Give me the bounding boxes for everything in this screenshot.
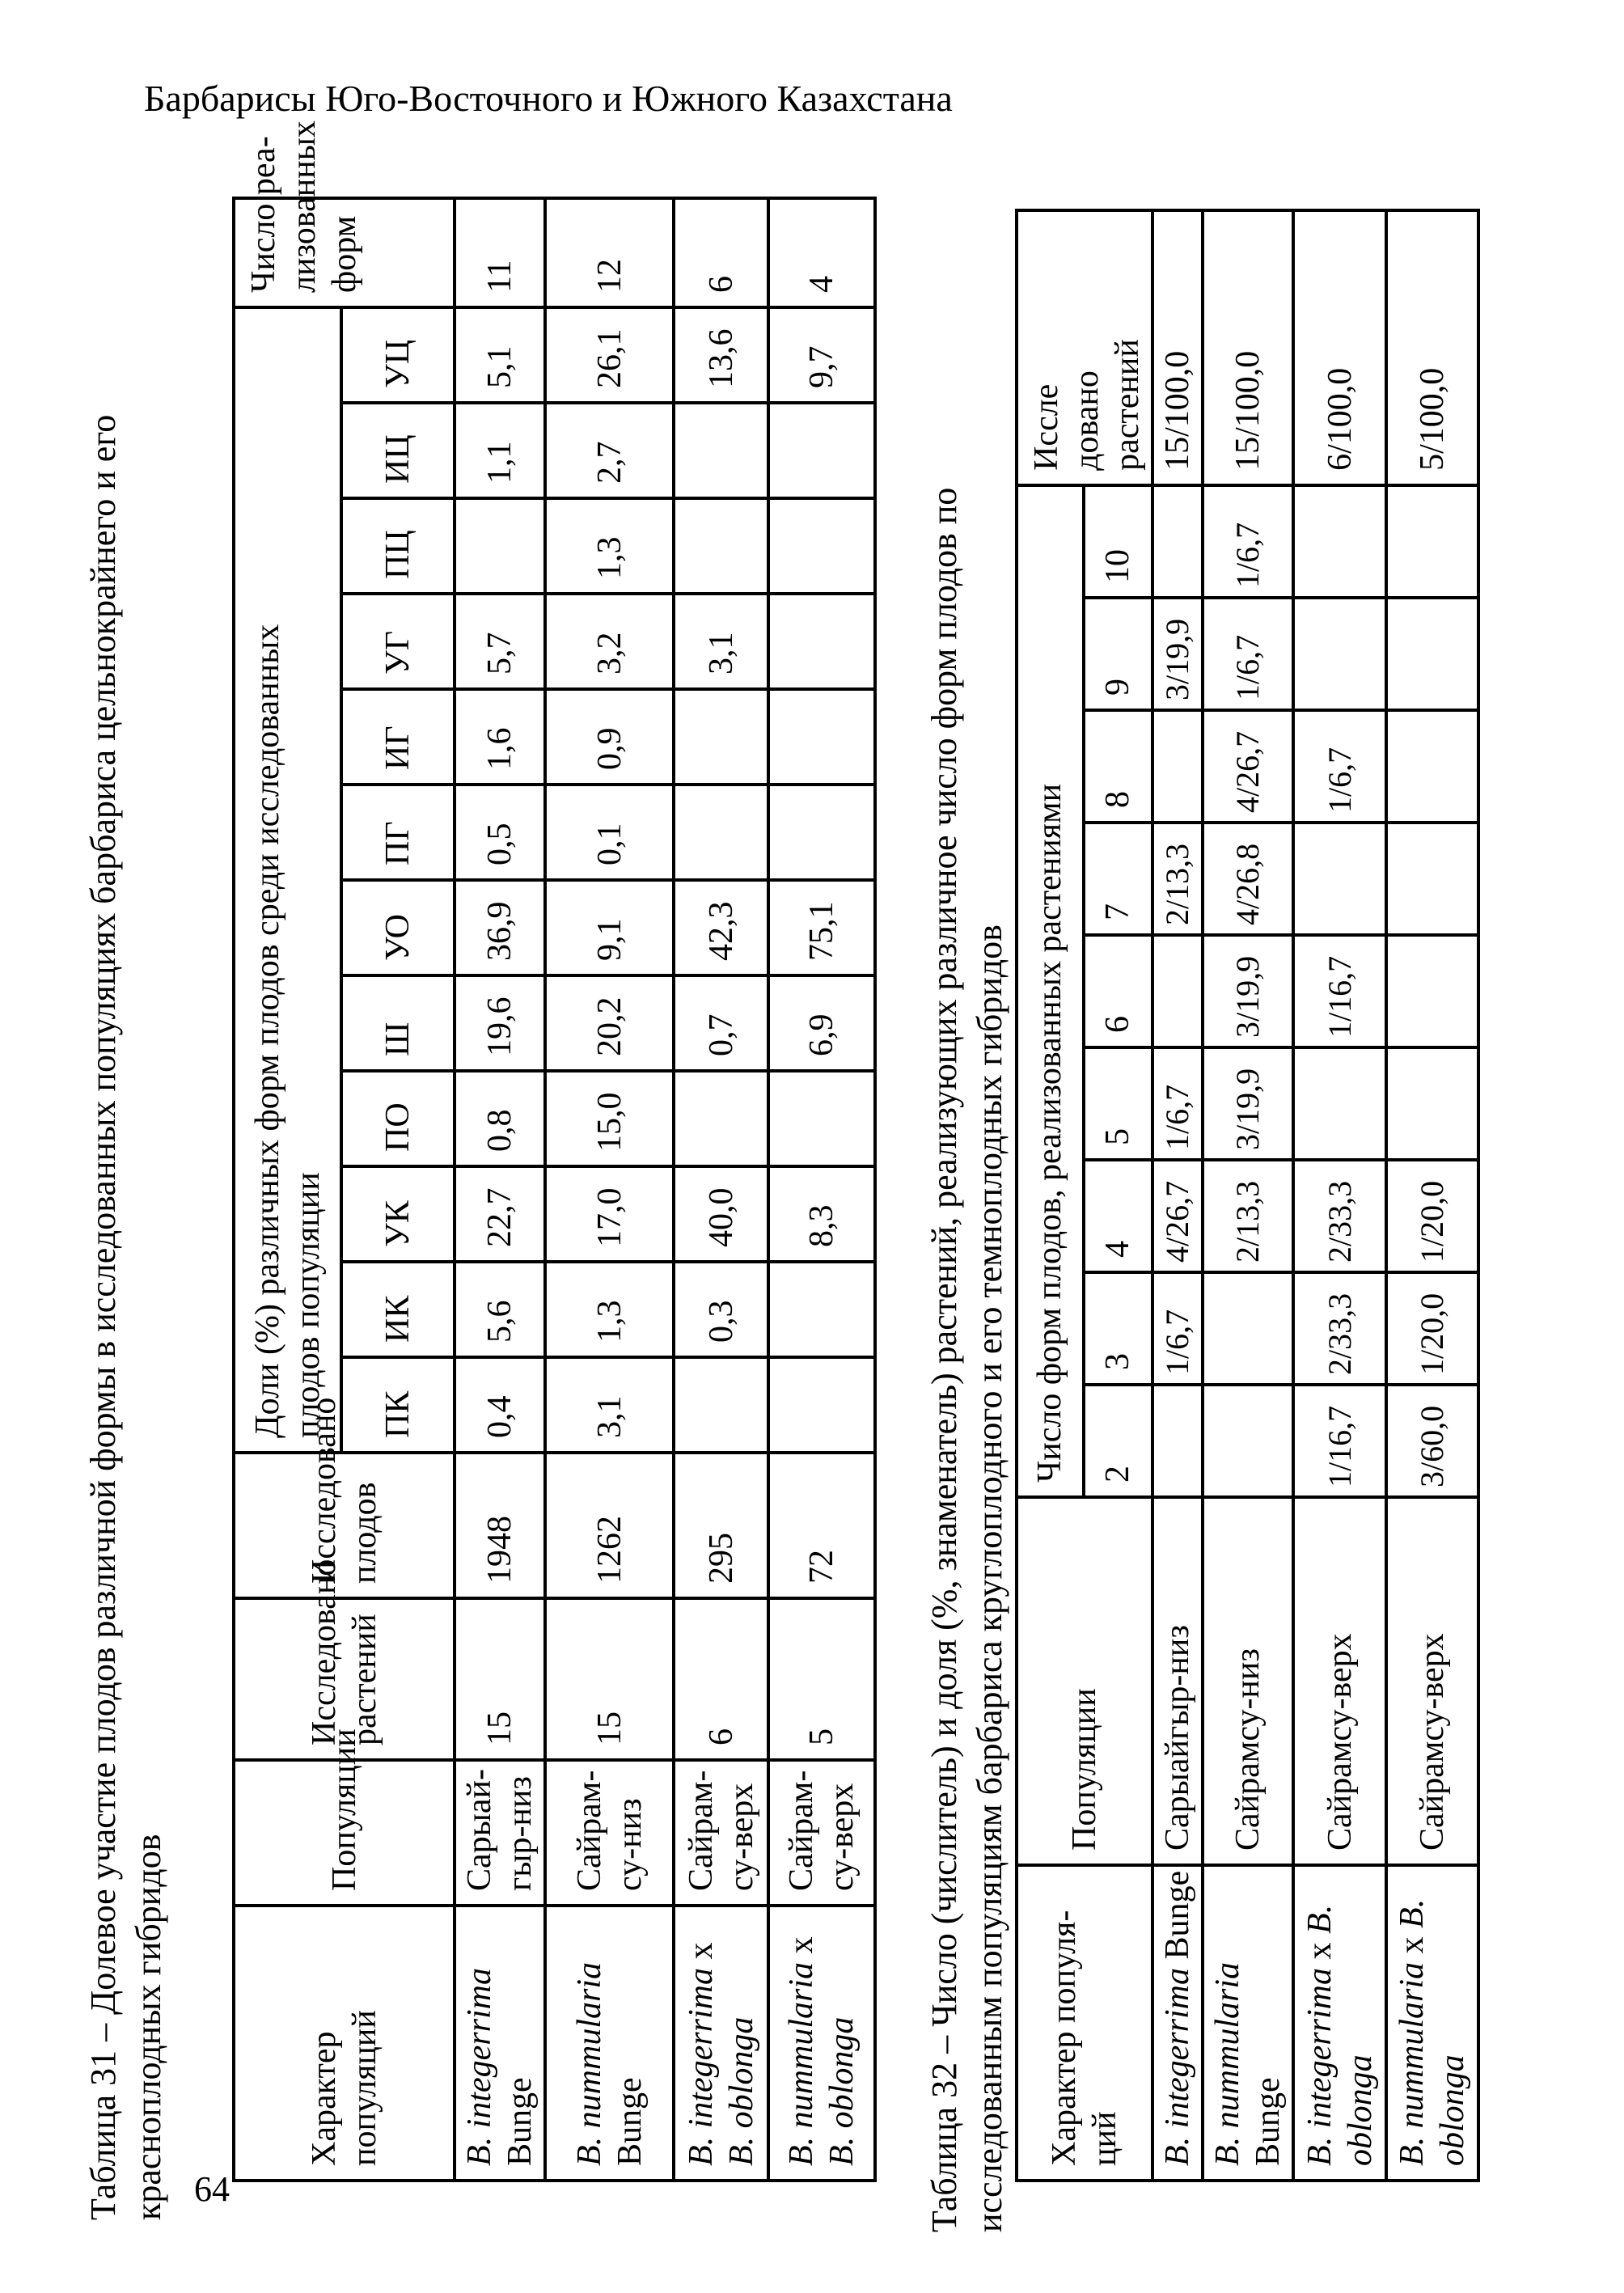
table-row <box>1203 210 1293 2181</box>
cell-line: Характер популя- <box>1046 1910 1083 2166</box>
header-populations: Популяции <box>234 1760 455 1906</box>
cell-share-ИГ <box>674 689 768 785</box>
species-token: x <box>1300 1942 1339 1969</box>
table-row <box>674 198 768 2181</box>
cell-share-УЦ: 5,1 <box>455 307 545 403</box>
species-token: integerrima <box>682 1968 720 2137</box>
cell-species <box>1152 1865 1203 2181</box>
species-token: x <box>682 1942 720 1969</box>
cell-line <box>1248 1872 1288 2166</box>
table-row <box>455 198 545 2181</box>
table32-body <box>1152 210 1478 2181</box>
cell-count-3 <box>1203 1272 1293 1385</box>
cell-species <box>455 1906 545 2181</box>
cell-species <box>1293 1865 1386 2181</box>
cell-count-9: 1/6,7 <box>1203 598 1293 710</box>
table32-title-line2: исследованным популяциям барбариса круглоплодного и его темноплодных гибридов <box>970 924 1009 2232</box>
table31-title <box>81 198 171 2220</box>
cell-share-ПЦ <box>455 498 545 594</box>
cell-share-ПО <box>674 1071 768 1166</box>
header-forms-number-7: 7 <box>1084 823 1152 935</box>
species-token: B. <box>570 2136 608 2166</box>
cell-share-УО: 9,1 <box>545 880 674 975</box>
header-fruit-form-ИЦ: ИЦ <box>341 403 455 498</box>
table32-title <box>922 121 1013 2232</box>
cell-plants: 15 <box>455 1598 545 1760</box>
species-token: oblonga <box>1434 2054 1471 2166</box>
header-forms-number-6: 6 <box>1084 935 1152 1047</box>
cell-share-УК: 17,0 <box>545 1166 674 1262</box>
cell-line <box>569 1912 610 2166</box>
cell-share-ИЦ: 1,1 <box>455 403 545 498</box>
cell-count-8: 4/26,7 <box>1203 710 1293 823</box>
species-token: B. <box>722 2136 760 2166</box>
cell-species <box>545 1906 674 2181</box>
header-species <box>234 1906 455 2181</box>
header-plants-investigated <box>234 1559 455 1760</box>
cell-population: Сайрамсу-низ <box>1203 1497 1293 1865</box>
cell-line: плодов популяции <box>289 1172 327 1438</box>
header-shares-group <box>234 307 341 1453</box>
cell-line: Число реа- <box>245 136 282 293</box>
cell-investigated: 6/100,0 <box>1293 210 1386 485</box>
table31-title-line2: красноплодных гибридов <box>129 1834 168 2220</box>
header-fruit-form-ИГ: ИГ <box>341 689 455 785</box>
cell-count-2: 3/60,0 <box>1386 1385 1478 1497</box>
cell-line <box>1340 1872 1381 2166</box>
cell-population: Сайрамсу-верх <box>1386 1497 1478 1865</box>
table32-title-line1: Таблица 32 – Число (числитель) и доля (%, знаменатель) растений, реализующих различное число форм плодов по <box>924 487 964 2232</box>
header-fruit-form-ИК: ИК <box>341 1262 455 1357</box>
cell-share-ИК: 5,6 <box>455 1262 545 1357</box>
cell-line <box>500 1912 540 2166</box>
cell-forms-count: 4 <box>768 198 875 307</box>
header-forms-number-4: 4 <box>1084 1160 1152 1272</box>
header-forms-number-2: 2 <box>1084 1385 1152 1497</box>
header-forms-group <box>1017 485 1084 1497</box>
species-token: integerrima <box>1159 1968 1196 2137</box>
cell-population <box>455 1760 545 1906</box>
table-row <box>1386 210 1478 2181</box>
cell-line: лизованных <box>285 121 323 293</box>
species-token: B. <box>1394 1898 1431 1937</box>
cell-share-ИГ: 1,6 <box>455 689 545 785</box>
cell-investigated: 15/100,0 <box>1152 210 1203 485</box>
table31-head <box>234 121 455 2181</box>
cell-share-УО: 36,9 <box>455 880 545 975</box>
cell-count-8 <box>1152 710 1203 823</box>
species-token: x <box>1394 1936 1431 1962</box>
table32-head <box>1017 210 1152 2181</box>
cell-share-УК: 40,0 <box>674 1166 768 1262</box>
cell-count-6: 1/16,7 <box>1293 935 1386 1047</box>
cell-share-ИК: 1,3 <box>545 1262 674 1357</box>
cell-line <box>721 1912 762 2166</box>
cell-line: Характер <box>305 2031 343 2166</box>
cell-count-10 <box>1152 485 1203 598</box>
cell-plants: 6 <box>674 1598 768 1760</box>
cell-forms-count: 11 <box>455 198 545 307</box>
species-token: B. <box>682 2136 720 2166</box>
cell-count-3: 1/6,7 <box>1152 1272 1203 1385</box>
cell-fruits: 72 <box>768 1453 875 1598</box>
cell-share-ИК: 0,3 <box>674 1262 768 1357</box>
species-token: B. <box>823 2136 861 2166</box>
cell-count-7 <box>1293 823 1386 935</box>
cell-share-ПО: 15,0 <box>545 1071 674 1166</box>
header-fruit-form-УГ: УГ <box>341 594 455 689</box>
cell-line <box>1392 1872 1432 2166</box>
header-fruit-form-УК: УК <box>341 1166 455 1262</box>
cell-species <box>1203 1865 1293 2181</box>
header-row-main <box>1017 210 1084 2181</box>
cell-line <box>681 1912 721 2166</box>
cell-count-5 <box>1386 1047 1478 1160</box>
species-token: nummularia <box>1394 1961 1431 2137</box>
cell-count-5: 3/19,9 <box>1203 1047 1293 1160</box>
cell-count-10 <box>1293 485 1386 598</box>
cell-population: Сайрамсу-верх <box>1293 1497 1386 1865</box>
cell-line: Сайрам- <box>783 1770 820 1891</box>
cell-line <box>610 1912 650 2166</box>
header-fruit-form-Ш: Ш <box>341 975 455 1071</box>
table32-block <box>922 121 1480 2232</box>
cell-share-ПЦ <box>674 498 768 594</box>
cell-investigated: 5/100,0 <box>1386 210 1478 485</box>
cell-count-4: 2/33,3 <box>1293 1160 1386 1272</box>
cell-share-ПГ: 0,1 <box>545 785 674 880</box>
species-token: B. <box>783 2136 820 2166</box>
table31-body <box>455 198 875 2181</box>
cell-share-УЦ: 9,7 <box>768 307 875 403</box>
cell-share-ПК <box>768 1357 875 1453</box>
cell-count-4: 4/26,7 <box>1152 1160 1203 1272</box>
species-token: B. <box>461 2136 498 2166</box>
cell-forms-count: 12 <box>545 198 674 307</box>
cell-line <box>1300 1872 1340 2166</box>
cell-share-ИГ: 0,9 <box>545 689 674 785</box>
header-fruit-form-ПК: ПК <box>341 1357 455 1453</box>
cell-line <box>1157 1872 1198 2166</box>
cell-share-ПЦ <box>768 498 875 594</box>
cell-species <box>1386 1865 1478 2181</box>
cell-count-9 <box>1293 598 1386 710</box>
cell-share-ПО: 0,8 <box>455 1071 545 1166</box>
cell-count-4: 2/13,3 <box>1203 1160 1293 1272</box>
cell-population <box>545 1760 674 1906</box>
cell-line: ций <box>1086 2111 1123 2166</box>
cell-count-7: 4/26,8 <box>1203 823 1293 935</box>
cell-count-2 <box>1203 1385 1293 1497</box>
cell-share-ПО <box>768 1071 875 1166</box>
cell-count-8: 1/6,7 <box>1293 710 1386 823</box>
cell-share-Ш: 19,6 <box>455 975 545 1071</box>
header-row-main <box>234 198 341 2181</box>
header-forms-number-3: 3 <box>1084 1272 1152 1385</box>
species-token: B. <box>1394 2136 1431 2166</box>
cell-count-4: 1/20,0 <box>1386 1160 1478 1272</box>
cell-population: Сарыайгыр-низ <box>1152 1497 1203 1865</box>
cell-count-6: 3/19,9 <box>1203 935 1293 1047</box>
cell-share-Ш: 20,2 <box>545 975 674 1071</box>
header-species <box>1017 1865 1152 2181</box>
header-forms-number-9: 9 <box>1084 598 1152 710</box>
cell-count-10 <box>1386 485 1478 598</box>
cell-share-Ш: 0,7 <box>674 975 768 1071</box>
table-31 <box>232 121 877 2182</box>
species-token: nummularia <box>570 1961 608 2137</box>
cell-line <box>1432 1872 1473 2166</box>
cell-line: Сайрам- <box>682 1770 720 1891</box>
species-token: nummularia <box>1209 1961 1246 2137</box>
table-32 <box>1015 209 1480 2182</box>
cell-share-УО: 42,3 <box>674 880 768 975</box>
cell-count-3: 2/33,3 <box>1293 1272 1386 1385</box>
cell-line: Сарыай- <box>461 1769 498 1891</box>
cell-share-ПГ <box>674 785 768 880</box>
cell-share-Ш: 6,9 <box>768 975 875 1071</box>
species-token: oblonga <box>722 2016 760 2137</box>
header-fruit-form-УЦ: УЦ <box>341 307 455 403</box>
species-token: B. <box>1300 2136 1339 2166</box>
cell-count-2: 1/16,7 <box>1293 1385 1386 1497</box>
header-fruit-form-ПЦ: ПЦ <box>341 498 455 594</box>
cell-line <box>822 1912 862 2166</box>
cell-share-УГ: 5,7 <box>455 594 545 689</box>
cell-share-ИГ <box>768 689 875 785</box>
cell-count-10: 1/6,7 <box>1203 485 1293 598</box>
cell-fruits: 1262 <box>545 1453 674 1598</box>
cell-line: Исследовано <box>305 1397 343 1584</box>
cell-line: довано <box>1068 370 1106 471</box>
cell-line: Иссле <box>1028 383 1065 471</box>
cell-count-2 <box>1152 1385 1203 1497</box>
cell-count-5 <box>1293 1047 1386 1160</box>
cell-line: Сайрам- <box>570 1770 608 1891</box>
cell-count-6 <box>1152 935 1203 1047</box>
cell-population <box>674 1760 768 1906</box>
page-number: 64 <box>194 2169 230 2209</box>
cell-share-ПГ: 0,5 <box>455 785 545 880</box>
cell-line: популяций <box>345 2010 383 2166</box>
cell-line: Исследовано <box>305 1559 343 1745</box>
cell-share-ИЦ <box>768 403 875 498</box>
table-row <box>1152 210 1203 2181</box>
header-fruit-form-УО: УО <box>341 880 455 975</box>
header-forms-number-10: 10 <box>1084 485 1152 598</box>
cell-population <box>768 1760 875 1906</box>
species-token: Bunge <box>611 2077 649 2166</box>
table-row <box>545 198 674 2181</box>
cell-fruits: 1948 <box>455 1453 545 1598</box>
cell-plants: 15 <box>545 1598 674 1760</box>
cell-count-7 <box>1386 823 1478 935</box>
cell-share-ПГ <box>768 785 875 880</box>
species-token: integerrima <box>461 1968 498 2137</box>
cell-share-УЦ: 13,6 <box>674 307 768 403</box>
cell-share-УГ: 3,2 <box>545 594 674 689</box>
cell-count-3: 1/20,0 <box>1386 1272 1478 1385</box>
cell-count-9: 3/19,9 <box>1152 598 1203 710</box>
header-fruit-form-ПГ: ПГ <box>341 785 455 880</box>
table31-block-rotated <box>81 121 872 2220</box>
cell-share-УК: 22,7 <box>455 1166 545 1262</box>
cell-share-УЦ: 26,1 <box>545 307 674 403</box>
cell-line: Число форм плодов, реализованных растениями <box>1031 783 1069 1483</box>
table31-title-line1: Таблица 31 – Долевое участие плодов различной формы в исследованных популяциях барбариса цельнокрайнего и его <box>83 414 123 2220</box>
species-token: oblonga <box>1341 2054 1379 2166</box>
cell-share-УГ: 3,1 <box>674 594 768 689</box>
species-token: oblonga <box>823 2016 861 2137</box>
cell-plants: 5 <box>768 1598 875 1760</box>
species-token: B. <box>1209 2136 1246 2166</box>
cell-count-9 <box>1386 598 1478 710</box>
species-token: integerrima <box>1300 1968 1339 2137</box>
cell-share-УО: 75,1 <box>768 880 875 975</box>
cell-line: Доли (%) различных форм плодов среди исследованных <box>248 624 286 1438</box>
cell-line: форм <box>326 215 363 293</box>
cell-line: растений <box>1109 339 1146 471</box>
cell-line: су-верх <box>823 1783 861 1891</box>
cell-share-ИЦ: 2,7 <box>545 403 674 498</box>
species-token: Bunge <box>1159 1870 1196 1969</box>
cell-line <box>459 1912 500 2166</box>
cell-line: су-низ <box>611 1798 649 1891</box>
header-forms-number-5: 5 <box>1084 1047 1152 1160</box>
cell-line <box>1207 1872 1248 2166</box>
table31-block <box>81 121 877 2220</box>
cell-line: плодов <box>345 1482 383 1584</box>
header-plants-investigated <box>1017 210 1152 485</box>
running-header: Барбарисы Юго-Восточного и Южного Казахстана <box>144 78 953 119</box>
cell-line: растений <box>345 1614 383 1745</box>
cell-line: су-верх <box>722 1783 760 1891</box>
cell-share-УГ <box>768 594 875 689</box>
species-token: x <box>783 1936 820 1962</box>
cell-share-ПЦ: 1,3 <box>545 498 674 594</box>
cell-share-УК: 8,3 <box>768 1166 875 1262</box>
cell-line <box>781 1912 822 2166</box>
table-row <box>1293 210 1386 2181</box>
cell-line: гыр-низ <box>501 1776 539 1891</box>
cell-fruits: 295 <box>674 1453 768 1598</box>
cell-species <box>674 1906 768 2181</box>
cell-share-ПК: 0,4 <box>455 1357 545 1453</box>
header-forms-number-8: 8 <box>1084 710 1152 823</box>
cell-count-7: 2/13,3 <box>1152 823 1203 935</box>
cell-share-ПК: 3,1 <box>545 1357 674 1453</box>
species-token: nummularia <box>783 1961 820 2137</box>
cell-species <box>768 1906 875 2181</box>
species-token: Bunge <box>501 2077 539 2166</box>
cell-share-ИЦ <box>674 403 768 498</box>
cell-share-ПК <box>674 1357 768 1453</box>
table-row <box>768 198 875 2181</box>
cell-forms-count: 6 <box>674 198 768 307</box>
header-forms-realized <box>234 121 455 307</box>
cell-count-6 <box>1386 935 1478 1047</box>
cell-share-ИК <box>768 1262 875 1357</box>
species-token: B. <box>1159 2136 1196 2166</box>
table32-block-rotated <box>922 121 1470 2232</box>
cell-count-5: 1/6,7 <box>1152 1047 1203 1160</box>
header-fruit-form-ПО: ПО <box>341 1071 455 1166</box>
cell-count-8 <box>1386 710 1478 823</box>
header-populations: Популяции <box>1017 1497 1152 1865</box>
species-token: Bunge <box>1250 2077 1287 2166</box>
species-token: B. <box>1300 1904 1339 1943</box>
cell-investigated: 15/100,0 <box>1203 210 1293 485</box>
